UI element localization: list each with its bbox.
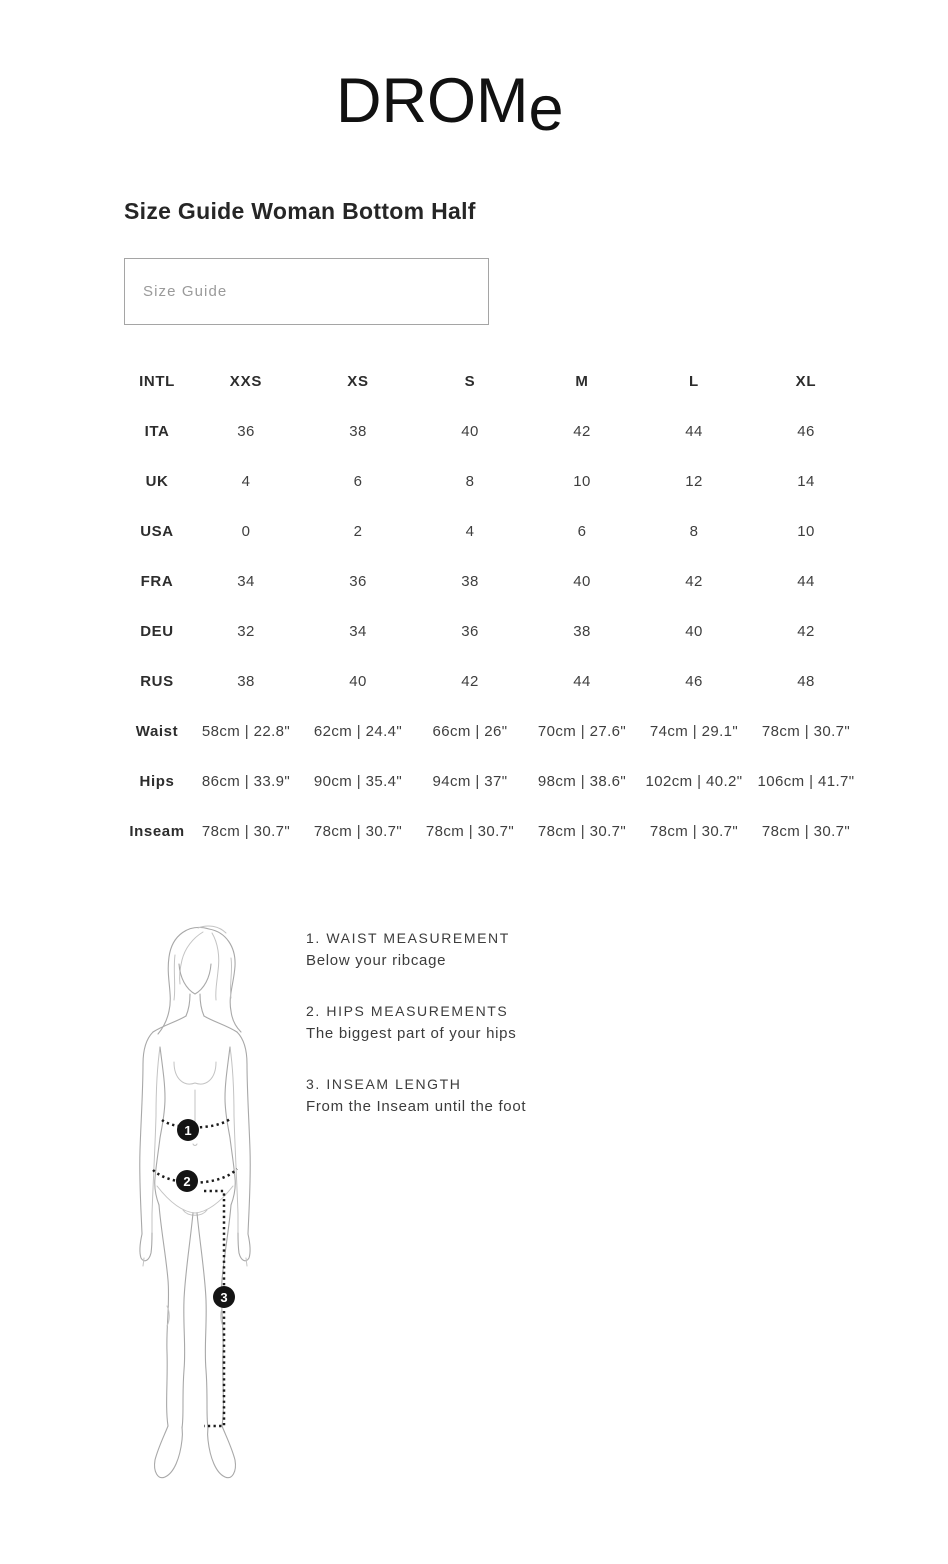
body-measurement-diagram xyxy=(113,908,298,1533)
size-table-row-label: RUS xyxy=(140,672,174,690)
size-table-cell: 102cm | 40.2" xyxy=(645,772,743,790)
size-table-header-cell: M xyxy=(575,372,589,390)
figure-neck-shoulders xyxy=(153,994,237,1032)
size-table-cell: 48 xyxy=(797,672,815,690)
size-table-cell: 46 xyxy=(797,422,815,440)
note-inseam xyxy=(306,1073,726,1118)
note-hips-description: The biggest part of your hips xyxy=(306,1025,517,1042)
size-table-cell: 42 xyxy=(573,422,591,440)
note-hips-title: 2. HIPS MEASUREMENTS xyxy=(306,1003,509,1019)
size-table-cell: 86cm | 33.9" xyxy=(201,772,291,790)
size-table-cell: 36 xyxy=(237,422,255,440)
size-table-cell: 8 xyxy=(689,522,699,540)
figure-hair xyxy=(158,926,241,1034)
size-table-row-label: UK xyxy=(145,472,169,490)
size-table-row-label: Waist xyxy=(135,722,179,740)
size-table-cell: 70cm | 27.6" xyxy=(537,722,627,740)
size-table-cell: 42 xyxy=(685,572,703,590)
note-inseam-title: 3. INSEAM LENGTH xyxy=(306,1076,462,1092)
size-table-header-cell: XS xyxy=(347,372,369,390)
size-table-header-cell: XL xyxy=(795,372,817,390)
size-table-cell: 10 xyxy=(573,472,591,490)
brand-logo-main: DROM xyxy=(336,66,529,136)
size-table-cell: 8 xyxy=(465,472,475,490)
size-table-cell: 32 xyxy=(237,622,255,640)
size-table-cell: 2 xyxy=(353,522,363,540)
size-table-cell: 12 xyxy=(685,472,703,490)
size-table-cell: 78cm | 30.7" xyxy=(649,822,739,840)
size-table-cell: 78cm | 30.7" xyxy=(201,822,291,840)
hips-marker xyxy=(176,1170,198,1192)
inseam-marker-number: 3 xyxy=(220,1290,228,1305)
size-table-cell: 74cm | 29.1" xyxy=(649,722,739,740)
note-hips xyxy=(306,1000,726,1045)
size-table-row-label: Inseam xyxy=(129,822,185,840)
size-table-cell: 42 xyxy=(797,622,815,640)
size-table-cell: 36 xyxy=(461,622,479,640)
size-table-cell: 78cm | 30.7" xyxy=(761,822,851,840)
size-table-cell: 6 xyxy=(577,522,587,540)
size-table-cell: 46 xyxy=(685,672,703,690)
size-table-cell: 62cm | 24.4" xyxy=(313,722,403,740)
size-table-header-cell: L xyxy=(689,372,699,390)
size-table-row-label: USA xyxy=(140,522,174,540)
note-waist-description: Below your ribcage xyxy=(306,952,447,969)
size-table-row-label: ITA xyxy=(144,422,170,440)
size-table-cell: 94cm | 37" xyxy=(432,772,508,790)
size-table-cell: 0 xyxy=(241,522,251,540)
note-inseam-description: From the Inseam until the foot xyxy=(306,1098,527,1115)
size-table-cell: 78cm | 30.7" xyxy=(425,822,515,840)
size-table xyxy=(124,356,862,856)
size-table-cell: 40 xyxy=(573,572,591,590)
size-table-cell: 78cm | 30.7" xyxy=(313,822,403,840)
size-table-cell: 34 xyxy=(237,572,255,590)
size-table-cell: 66cm | 26" xyxy=(432,722,508,740)
note-waist xyxy=(306,927,726,972)
brand-logo xyxy=(336,66,564,144)
size-table-cell: 6 xyxy=(353,472,363,490)
waist-marker-number: 1 xyxy=(184,1123,192,1138)
figure-arms xyxy=(140,1032,251,1266)
size-table-cell: 38 xyxy=(573,622,591,640)
size-table-header-cell: S xyxy=(464,372,476,390)
size-table-cell: 44 xyxy=(797,572,815,590)
size-guide-select-value: Size Guide xyxy=(143,283,228,300)
size-table-cell: 44 xyxy=(685,422,703,440)
size-table-cell: 34 xyxy=(349,622,367,640)
size-table-row-label: DEU xyxy=(140,622,174,640)
size-table-header-label: INTL xyxy=(139,372,175,390)
figure-face xyxy=(179,964,211,994)
size-table-cell: 42 xyxy=(461,672,479,690)
size-table-cell: 58cm | 22.8" xyxy=(201,722,291,740)
size-table-cell: 44 xyxy=(573,672,591,690)
size-table-cell: 38 xyxy=(349,422,367,440)
size-table-cell: 14 xyxy=(797,472,815,490)
brand-logo-sub: e xyxy=(528,74,564,144)
size-table-row-label: FRA xyxy=(140,572,174,590)
size-table-cell: 98cm | 38.6" xyxy=(537,772,627,790)
size-table-row-label: Hips xyxy=(139,772,175,790)
measurement-notes xyxy=(306,927,726,1146)
note-waist-title: 1. WAIST MEASUREMENT xyxy=(306,930,510,946)
size-table-header-cell: XXS xyxy=(229,372,263,390)
size-table-cell: 90cm | 35.4" xyxy=(313,772,403,790)
size-table-cell: 40 xyxy=(685,622,703,640)
hips-marker-number: 2 xyxy=(183,1174,191,1189)
size-table-cell: 10 xyxy=(797,522,815,540)
size-guide-select[interactable] xyxy=(124,258,489,325)
size-table-cell: 78cm | 30.7" xyxy=(537,822,627,840)
size-table-cell: 38 xyxy=(237,672,255,690)
size-table-cell: 4 xyxy=(465,522,475,540)
inseam-marker xyxy=(213,1286,235,1308)
waist-marker xyxy=(177,1119,199,1141)
size-table-cell: 36 xyxy=(349,572,367,590)
size-table-cell: 106cm | 41.7" xyxy=(757,772,855,790)
size-table-cell: 78cm | 30.7" xyxy=(761,722,851,740)
size-table-cell: 4 xyxy=(241,472,251,490)
size-table-cell: 40 xyxy=(349,672,367,690)
size-table-cell: 38 xyxy=(461,572,479,590)
size-table-cell: 40 xyxy=(461,422,479,440)
page-title: Size Guide Woman Bottom Half xyxy=(124,198,476,224)
